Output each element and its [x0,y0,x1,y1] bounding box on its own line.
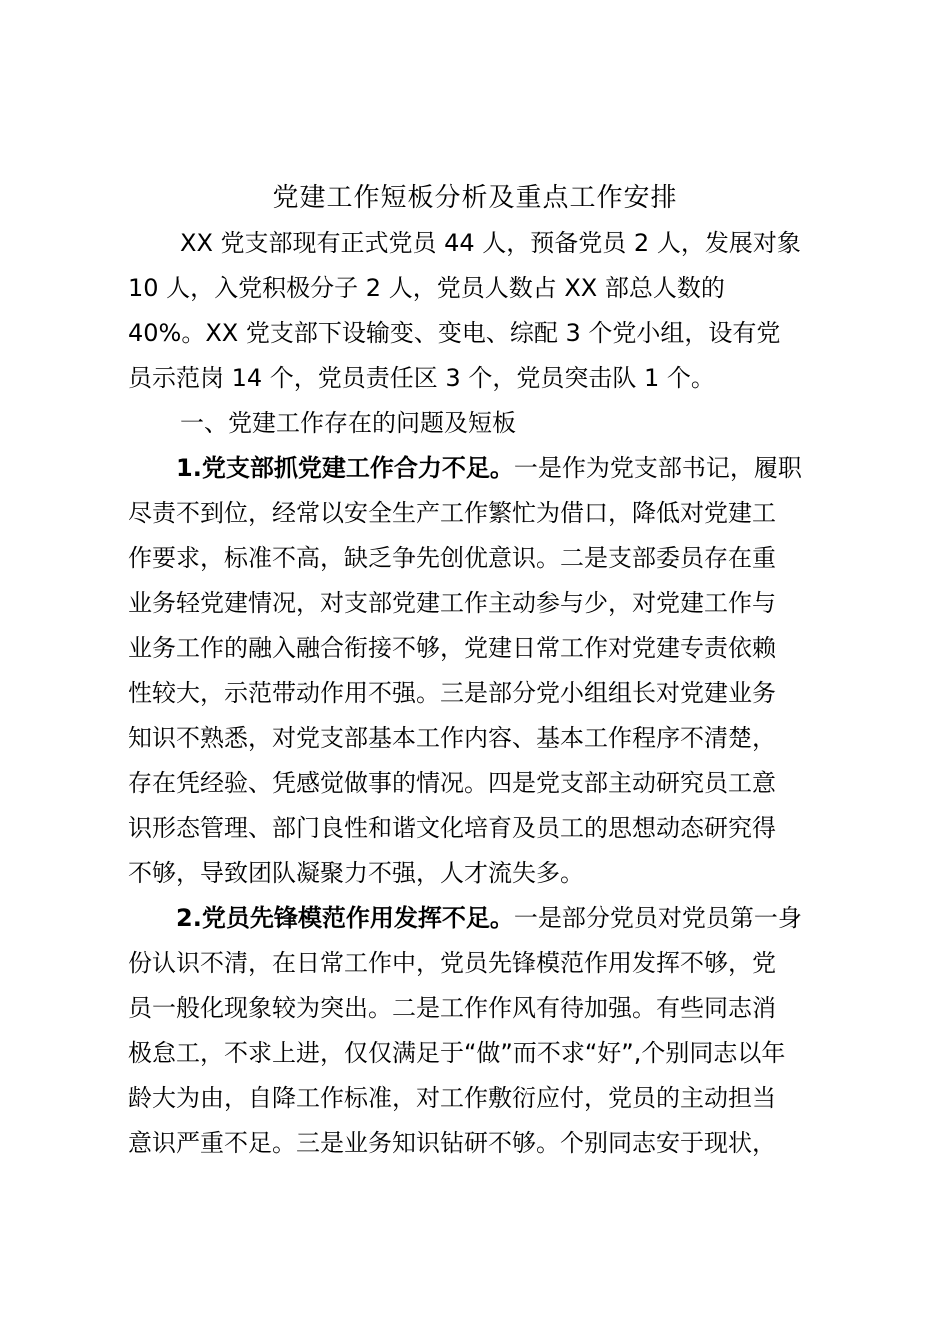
document-title: 党建工作短板分析及重点工作安排 [272,183,678,213]
paragraph-line-4: 员示范岗 14 个，党员责任区 3 个，党员突击队 1 个。 [128,364,715,392]
paragraph-line-13: 存在凭经验、凭感觉做事的情况。四是党支部主动研究员工意 [128,769,776,797]
paragraph-line-9: 业务轻党建情况，对支部党建工作主动参与少，对党建工作与 [128,589,776,617]
paragraph-line-8: 作要求，标准不高，缺乏争先创优意识。二是支部委员存在重 [128,544,776,572]
paragraph-line-15: 不够，导致团队凝聚力不强，人才流失多。 [128,859,584,887]
paragraph-line-11: 性较大，示范带动作用不强。三是部分党小组组长对党建业务 [128,679,776,707]
line-text: 一是作为党支部书记，履职 [513,454,802,482]
paragraph-line-6 [176,446,802,490]
paragraph-line-19: 极怠工，不求上进，仅仅满足于“做”而不求“好”,个别同志以年 [128,1039,786,1067]
paragraph-line-20: 龄大为由，自降工作标准，对工作敷衍应付，党员的主动担当 [128,1084,776,1112]
paragraph-line-18: 员一般化现象较为突出。二是工作作风有待加强。有些同志消 [128,994,776,1022]
paragraph-line-7: 尽责不到位，经常以安全生产工作繁忙为借口，降低对党建工 [128,499,776,527]
paragraph-line-17: 份认识不清，在日常工作中，党员先锋模范作用发挥不够，党 [128,949,776,977]
paragraph-line-14: 识形态管理、部门良性和谐文化培育及员工的思想动态研究得 [128,814,776,842]
paragraph-line-3: 40%。XX 党支部下设输变、变电、综配 3 个党小组，设有党 [128,319,781,347]
subheading-1: 1.党支部抓党建工作合力不足。 [176,454,514,482]
paragraph-line-2: 10 人，入党积极分子 2 人，党员人数占 XX 部总人数的 [128,274,725,302]
line-text: 一是部分党员对党员第一身 [513,904,802,932]
paragraph-line-12: 知识不熟悉，对党支部基本工作内容、基本工作程序不清楚， [128,724,776,752]
paragraph-line-10: 业务工作的融入融合衔接不够，党建日常工作对党建专责依赖 [128,634,776,662]
paragraph-line-16 [176,896,802,940]
subheading-2: 2.党员先锋模范作用发挥不足。 [176,904,514,932]
section-heading: 一、党建工作存在的问题及短板 [180,409,516,437]
paragraph-line-1: XX 党支部现有正式党员 44 人，预备党员 2 人，发展对象 [180,229,801,257]
paragraph-line-21: 意识严重不足。三是业务知识钻研不够。个别同志安于现状， [128,1129,776,1157]
